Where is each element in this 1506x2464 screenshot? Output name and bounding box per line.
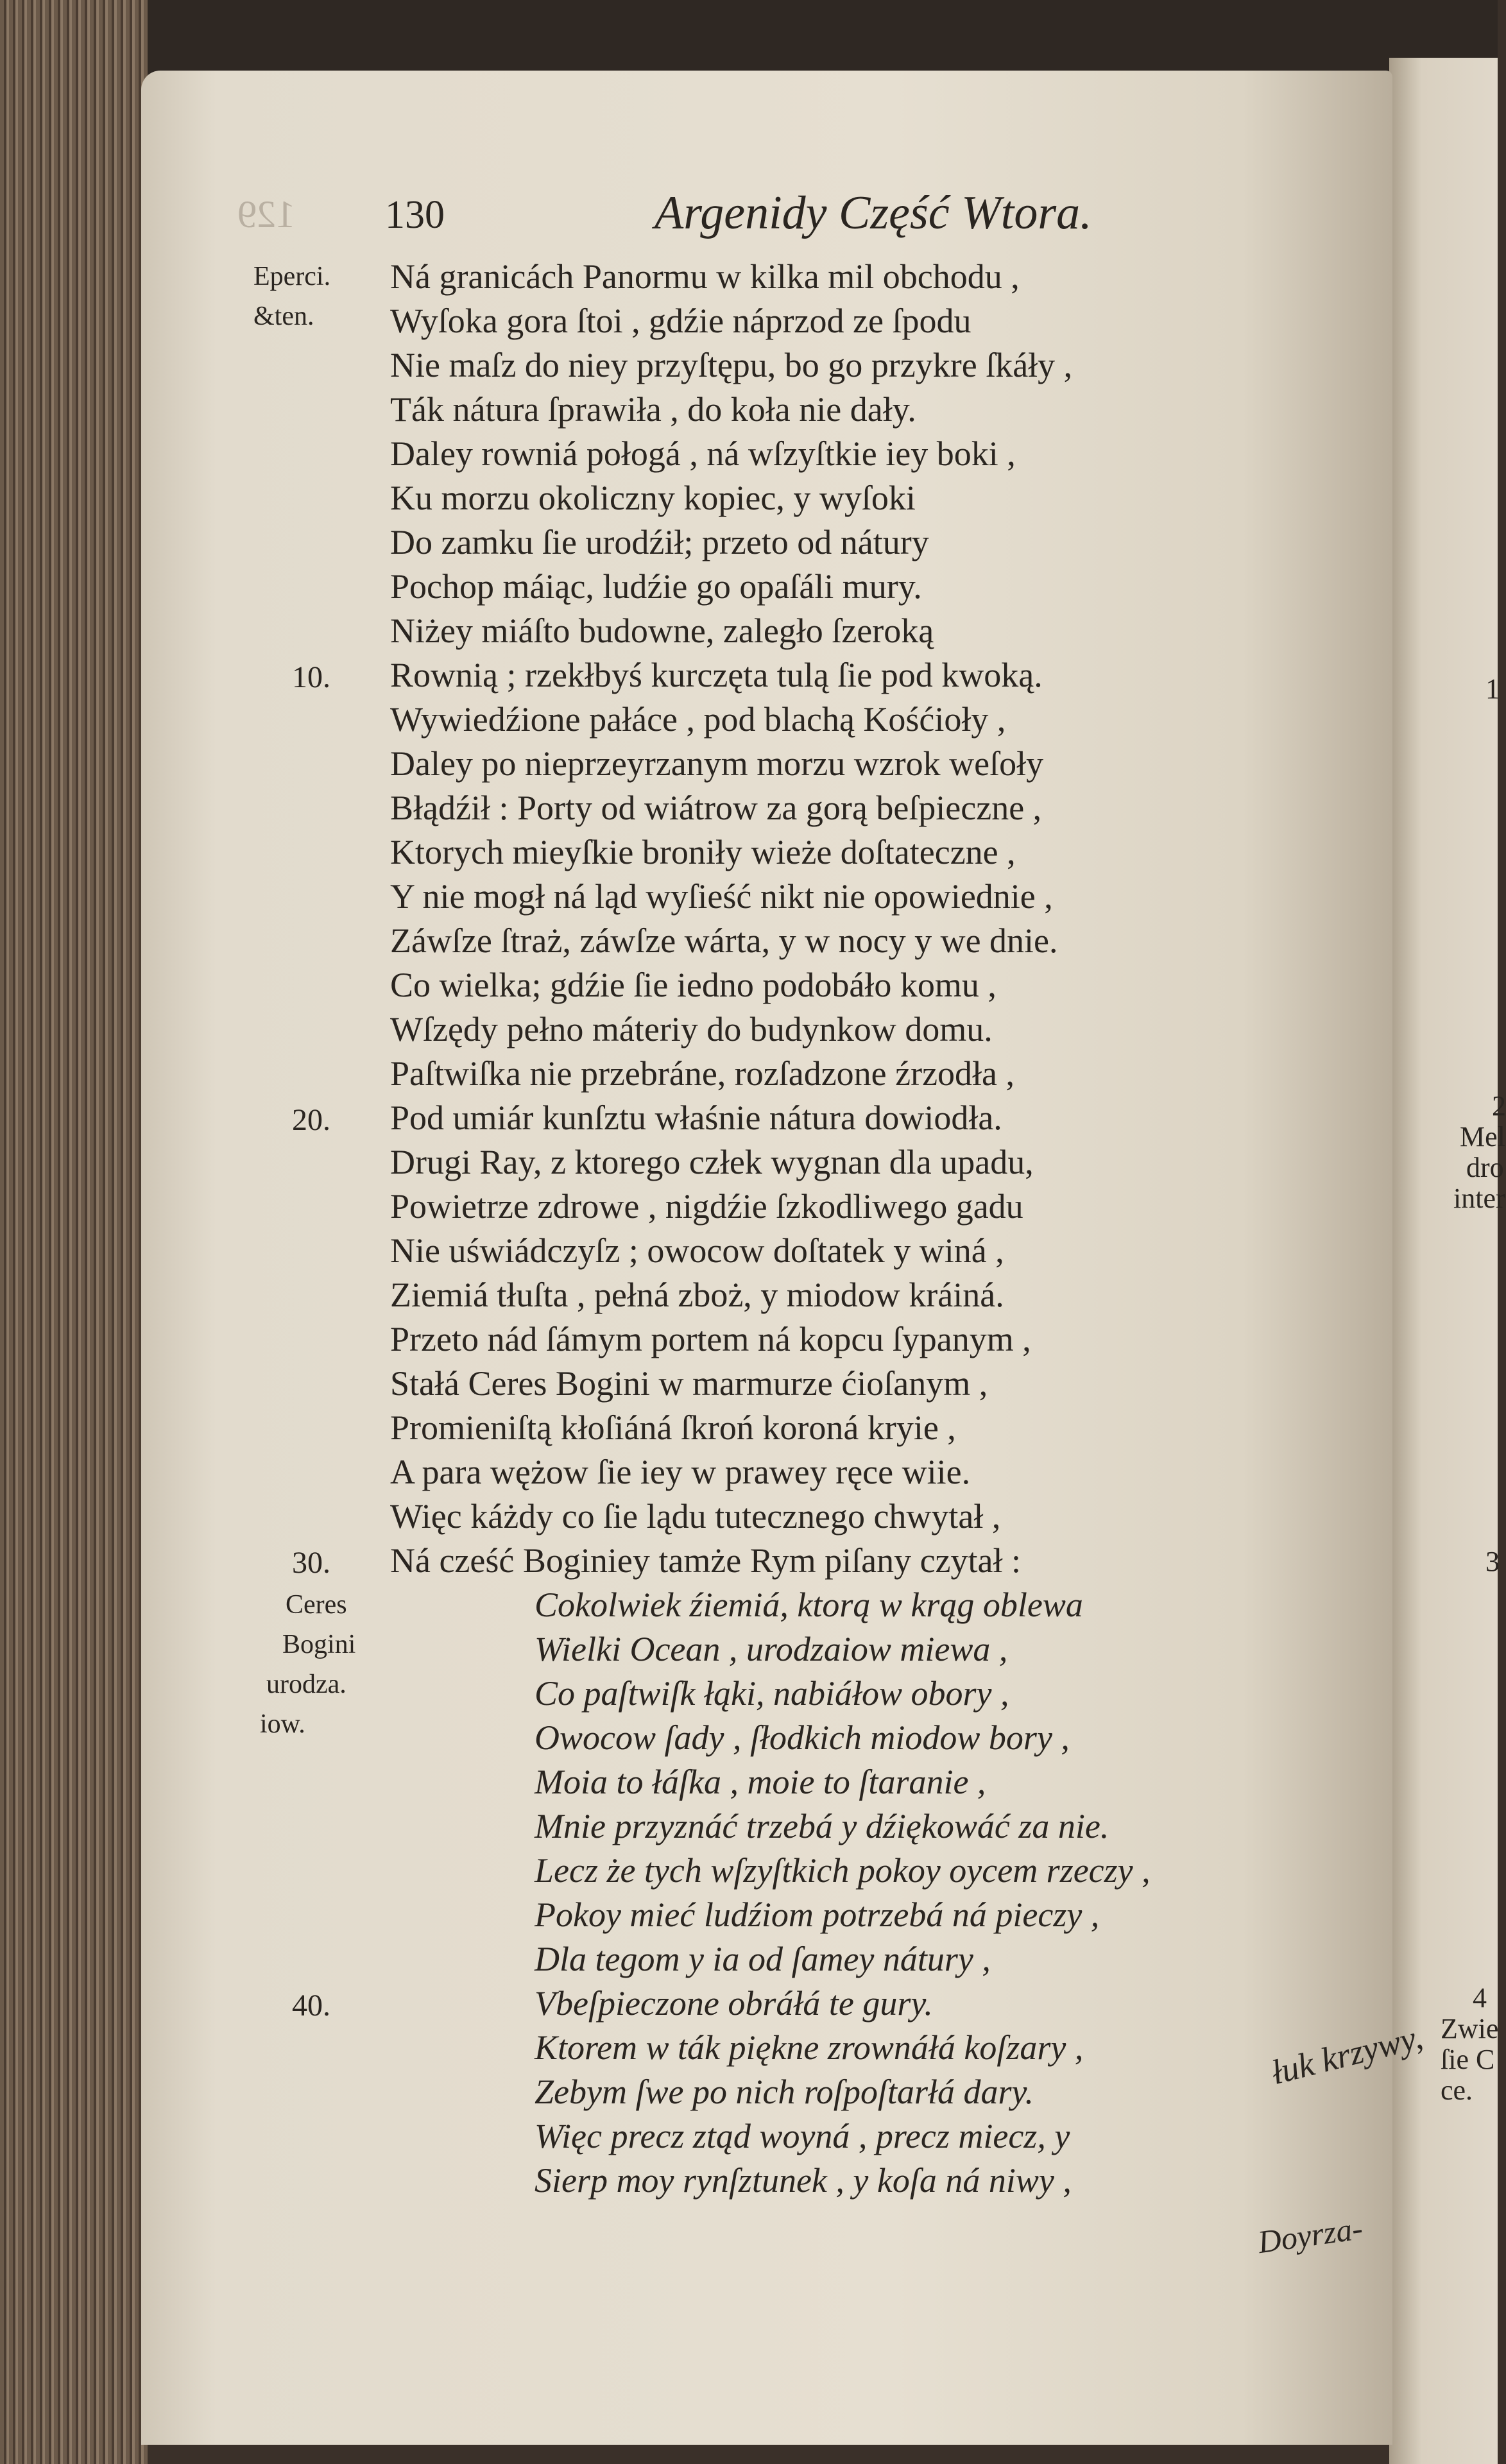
text-line: Stałá Ceres Bogini w marmurze ćioſanym , [390, 1364, 988, 1403]
margin-note-ceres [253, 1585, 355, 1744]
verse-line: Vbeſpieczone obráłá te gury. [535, 1984, 933, 2023]
text-line: Daley po nieprzeyrzanym morzu wzrok weſoły [390, 744, 1044, 783]
text-line: Wyſoka gora ſtoi , gdźie náprzod ze ſpodu [390, 302, 971, 340]
text-line: Promieniſtą kłoſiáná ſkroń koroná kryie , [390, 1408, 956, 1447]
verse-line-overflow: łuk krzywy, [1267, 2017, 1426, 2092]
page-number: 130 [385, 193, 445, 237]
page-header [237, 187, 1283, 257]
margin-note-line: iow. [260, 1709, 305, 1739]
text-line: Daley rowniá połogá , ná wſzyſtkie iey boki , [390, 434, 1016, 473]
text-line: Wſzędy pełno máteriy do budynkow domu. [390, 1010, 993, 1048]
text-line: Ktorych mieyſkie broniły wieże doſtateczne , [390, 833, 1016, 871]
facing-fragment-3: 3 [1485, 1546, 1500, 1577]
text-line: Rownią ; rzekłbyś kurczęta tulą ſie pod kwoką. [390, 656, 1043, 694]
text-line: Niżey miáſto budowne, zaległo ſzeroką [390, 612, 934, 650]
text-line: Pod umiár kunſztu właśnie nátura dowiodła. [390, 1099, 1002, 1137]
margin-note-line: &ten. [253, 302, 314, 331]
verse-line: Dla tegom y ia od ſamey nátury , [535, 1940, 991, 1978]
margin-note-line: Ceres [286, 1590, 347, 1620]
verse-line: Co paſtwiſk łąki, nabiáłow obory , [535, 1674, 1009, 1713]
text-line: Ták nátura ſprawiła , do koła nie dały. [390, 390, 916, 429]
verse-line: Mnie przyznáć trzebá y dźiękowáć za nie. [535, 1807, 1109, 1845]
verse-line: Wielki Ocean , urodzaiow miewa , [535, 1630, 1008, 1668]
text-line: Nie maſz do niey przyſtępu, bo go przykre ſkáły , [390, 346, 1073, 384]
margin-note-line: urodza. [266, 1670, 347, 1699]
fragment-line: 2 [1492, 1090, 1506, 1122]
verse-line: Lecz że tych wſzyſtkich pokoy oycem rzeczy , [535, 1851, 1151, 1890]
verse-line: Cokolwiek źiemiá, ktorą w krąg oblewa [535, 1586, 1083, 1624]
verse-line: Sierp moy rynſztunek , y koſa ná niwy , [535, 2161, 1072, 2200]
fragment-line: Zwie [1441, 2013, 1499, 2044]
margin-note-line: Bogini [282, 1630, 356, 1659]
text-line: Do zamku ſie urodźił; przeto od nátury [390, 523, 929, 561]
fragment-line: 4 [1473, 1982, 1487, 2014]
verse-line: Owocow ſady , ſłodkich miodow bory , [535, 1718, 1070, 1757]
verse-line: Ktorem w ták piękne zrownáłá koſzary , [535, 2028, 1084, 2067]
text-line: Przeto nád ſámym portem ná kopcu ſypanym , [390, 1320, 1031, 1358]
verse-line: Pokoy mieć ludźiom potrzebá ná pieczy , [535, 1895, 1100, 1934]
text-line: Ziemiá tłuſta , pełná zboż, y miodow kráiná. [390, 1276, 1004, 1314]
catchword: Doyrza- [1255, 2209, 1365, 2261]
text-line: Ná granicách Panormu w kilka mil obchodu , [390, 257, 1020, 296]
text-line: Drugi Ray, z ktorego człek wygnan dla upadu, [390, 1143, 1034, 1181]
line-number: 10. [292, 660, 330, 694]
text-line: Błądźił : Porty od wiátrow za gorą beſpieczne , [390, 789, 1042, 827]
fragment-line: ſie C [1441, 2044, 1495, 2075]
text-line: Záwſze ſtraż, záwſze wárta, y w nocy y we dnie. [390, 921, 1058, 960]
text-line: Y nie mogł ná ląd wyſieść nikt nie opowiednie , [390, 877, 1053, 916]
facing-fragment-4 [1441, 1983, 1498, 2106]
text-line: Pochop máiąc, ludźie go opaſáli mury. [390, 567, 922, 606]
book-page-edges [0, 0, 148, 2464]
text-line: Nie uświádczyſz ; owocow doſtatek y winá , [390, 1231, 1004, 1270]
verse-line: Zebym ſwe po nich roſpoſtarłá dary. [535, 2073, 1034, 2111]
text-line: A para wężow ſie iey w prawey ręce wiie. [390, 1453, 971, 1491]
text-line: Wywiedźione pałáce , pod blachą Kośćioły , [390, 700, 1006, 739]
text-line: Ku morzu okoliczny kopiec, y wyſoki [390, 479, 916, 517]
fragment-line: Mel [1460, 1121, 1505, 1152]
fragment-line: inter [1453, 1183, 1505, 1214]
fragment-line: ce. [1441, 2075, 1473, 2106]
text-line: Powietrze zdrowe , nigdźie ſzkodliwego gadu [390, 1187, 1023, 1226]
text-line: Więc káżdy co ſie lądu tutecznego chwytał , [390, 1497, 1001, 1536]
text-line: Ná cześć Boginiey tamże Rym piſany czytał : [390, 1541, 1021, 1580]
text-line: Co wielka; gdźie ſie iedno podobáło komu , [390, 966, 997, 1004]
margin-note-eperciaeten [253, 257, 330, 336]
facing-fragment-1: 1 [1485, 673, 1500, 705]
line-number: 30. [292, 1546, 330, 1580]
facing-page [1389, 58, 1506, 2464]
fragment-line: dro [1466, 1152, 1504, 1183]
line-number: 20. [292, 1103, 330, 1137]
verse-line: Moia to łáſka , moie to ſtaranie , [535, 1763, 986, 1801]
verse-line: Więc precz ztąd woyná , precz miecz, y [535, 2117, 1070, 2155]
line-number: 40. [292, 1989, 330, 2023]
margin-note-line: Eperci. [253, 262, 331, 291]
bleed-through-page-number: 129 [237, 193, 295, 235]
background-top [0, 0, 1498, 77]
text-line: Paſtwiſka nie przebráne, rozſadzone źrzodła , [390, 1054, 1015, 1093]
facing-fragment-2 [1453, 1091, 1506, 1214]
running-title: Argenidy Część Wtora. [655, 187, 1092, 239]
